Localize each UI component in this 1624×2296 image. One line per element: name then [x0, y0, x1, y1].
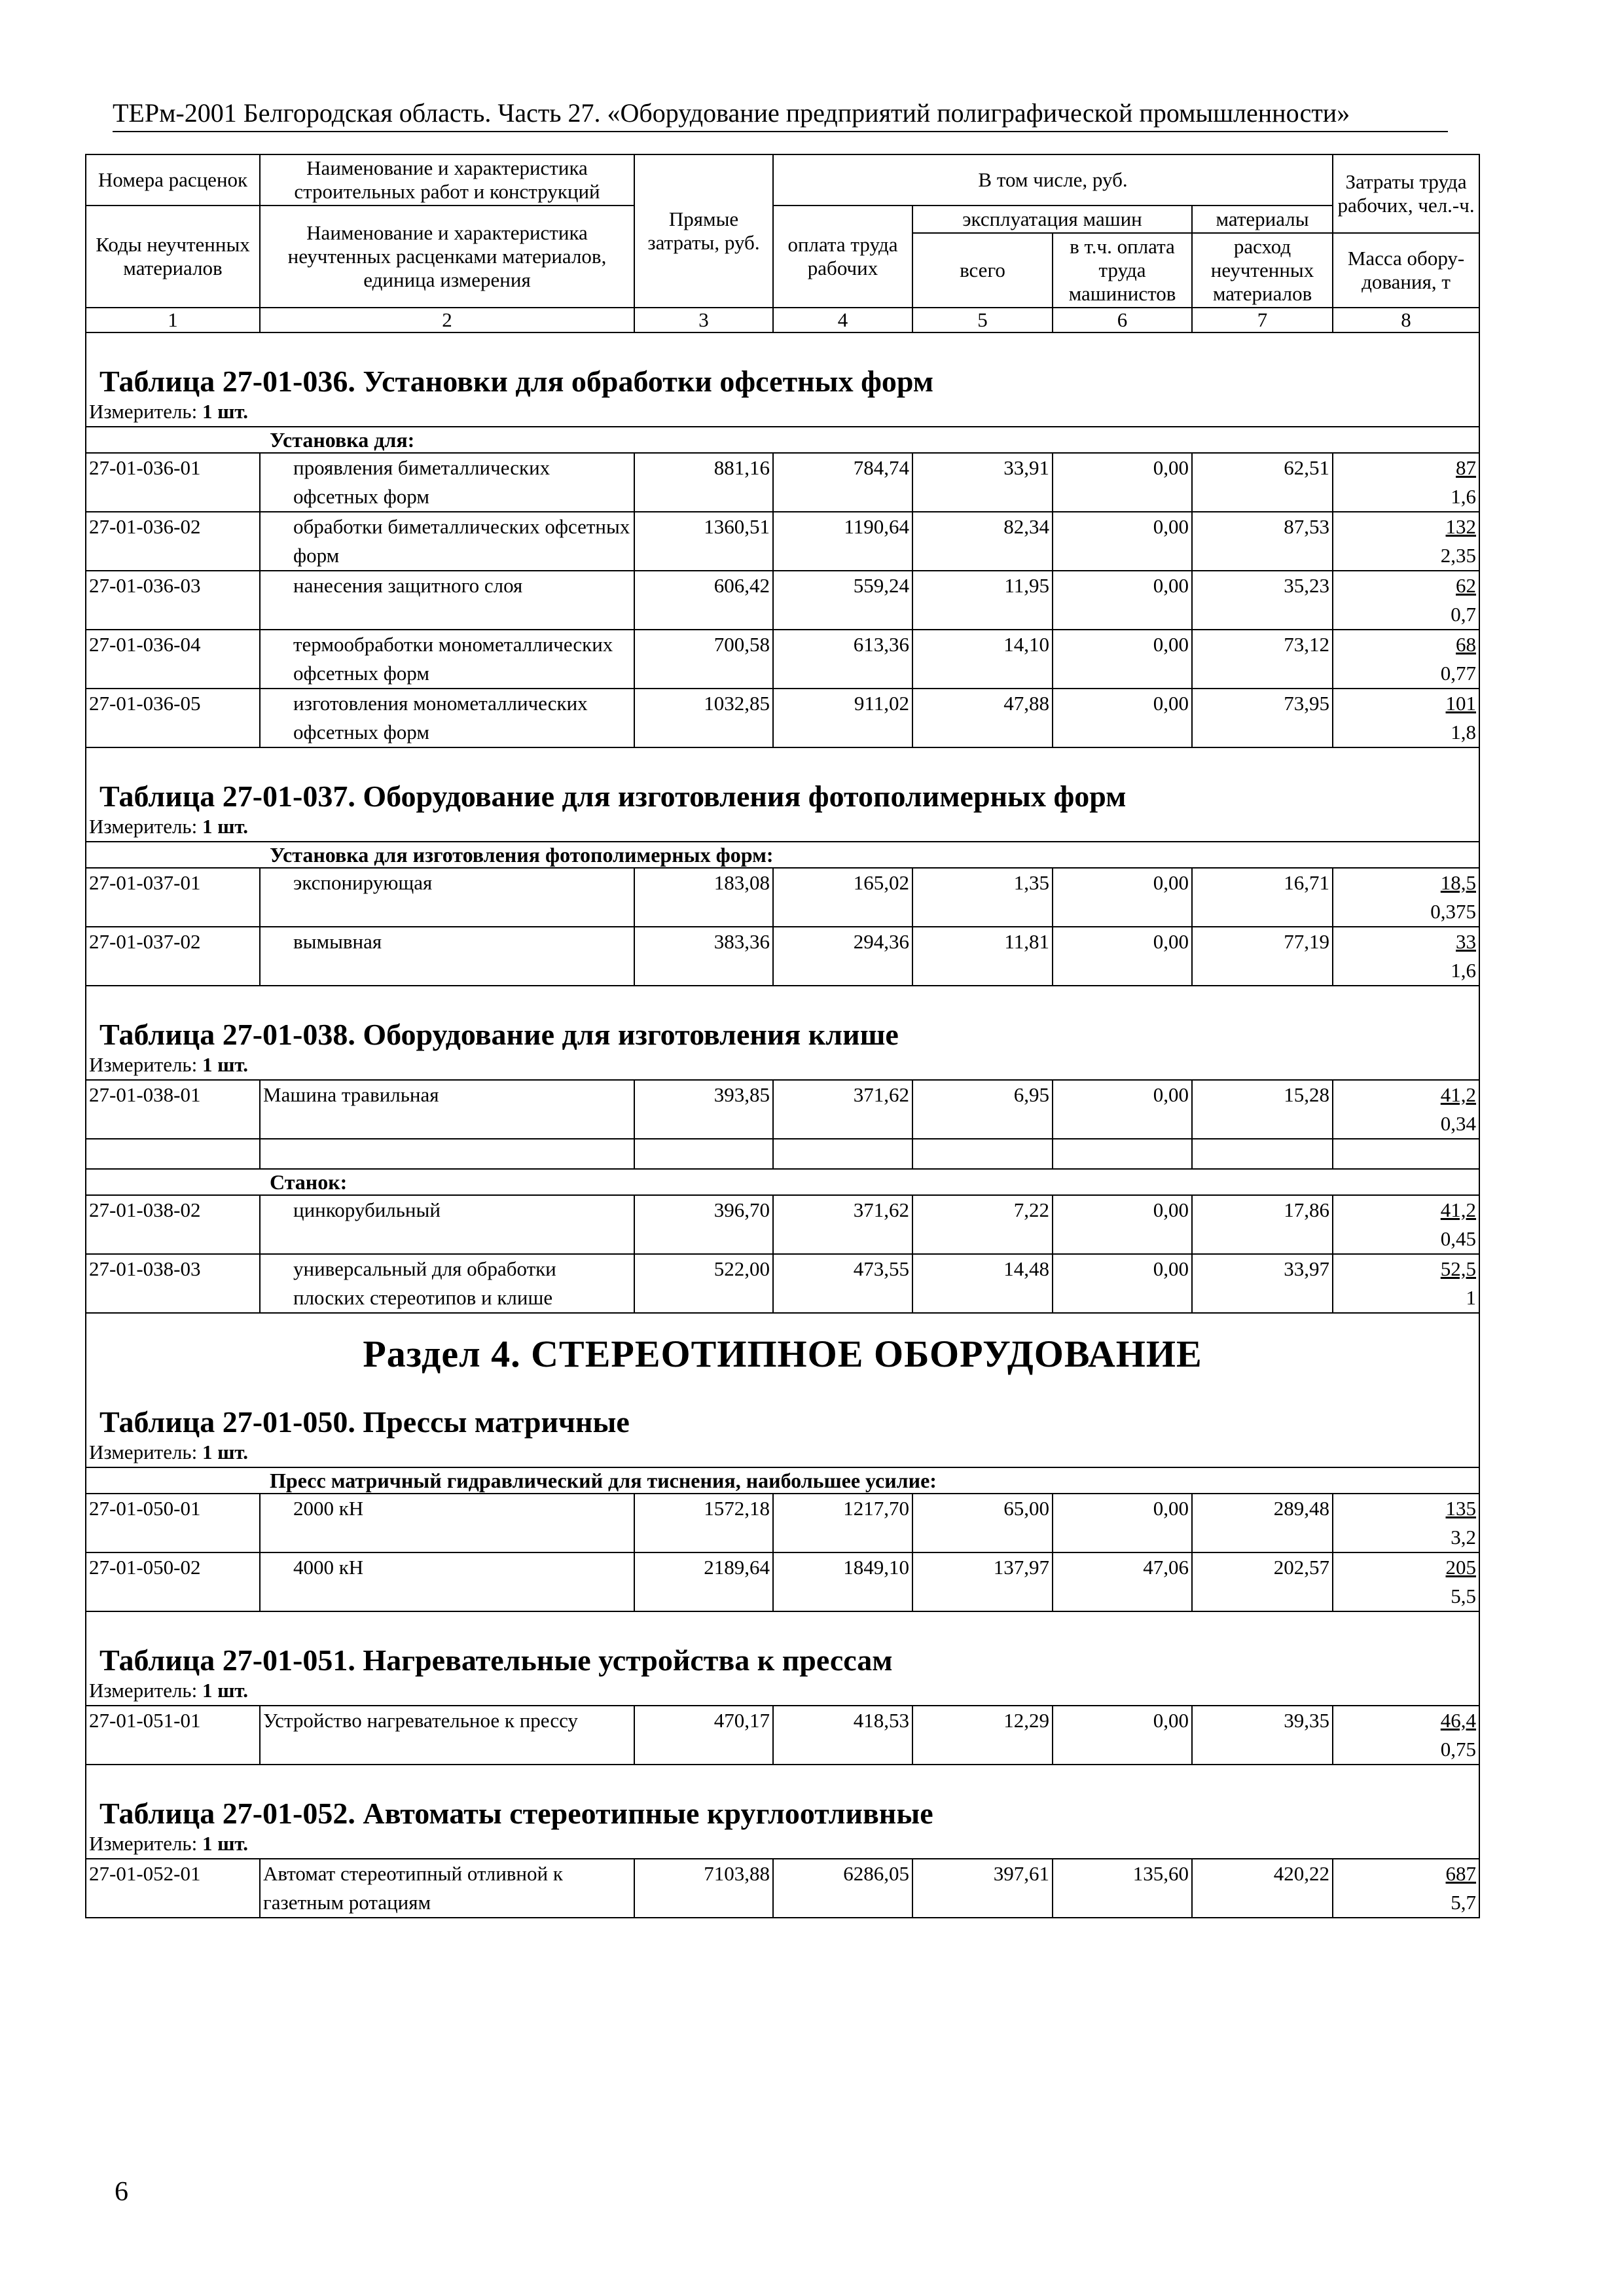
value-c5: 7,22 [912, 1195, 1053, 1254]
header-rule [113, 131, 1448, 132]
value-c7: 16,71 [1192, 868, 1333, 927]
rate-name: изготовления монометаллических офсетных форм [260, 689, 634, 747]
measure [89, 1829, 1476, 1858]
equipment-mass: 0,75 [1440, 1738, 1477, 1761]
value-c4: 613,36 [773, 630, 912, 689]
table-row [86, 512, 1479, 571]
value-c4: 1217,70 [773, 1494, 912, 1552]
col6-header: в т.ч. оплата труда машинистов [1053, 233, 1192, 308]
value-c3: 383,36 [634, 927, 773, 986]
value-c3: 1360,51 [634, 512, 773, 571]
column-number: 5 [912, 308, 1053, 332]
rate-name: проявления биметаллических офсетных форм [260, 453, 634, 512]
value-c4: 1190,64 [773, 512, 912, 571]
group-label: Станок: [86, 1169, 1479, 1195]
equipment-mass: 2,35 [1440, 544, 1477, 567]
measure-cell [86, 1050, 1479, 1080]
rate-code: 27-01-037-01 [86, 868, 260, 927]
labor-cost [1336, 1196, 1476, 1225]
labor-mass-cell [1333, 1494, 1479, 1552]
value-c5: 82,34 [912, 512, 1053, 571]
value-c3: 393,85 [634, 1080, 773, 1139]
value-c7: 39,35 [1192, 1706, 1333, 1765]
labor-cost [1336, 454, 1476, 482]
equipment-mass: 0,34 [1440, 1112, 1477, 1135]
value-c6: 0,00 [1053, 453, 1192, 512]
measure-row [86, 1050, 1479, 1080]
value-c4: 371,62 [773, 1080, 912, 1139]
value-c5: 14,10 [912, 630, 1053, 689]
measure [89, 1676, 1476, 1705]
value-c7: 202,57 [1192, 1552, 1333, 1611]
rate-code: 27-01-036-02 [86, 512, 260, 571]
measure-cell [86, 812, 1479, 842]
measure-label: Измеритель: [89, 1053, 198, 1076]
table-title: Таблица 27-01-036. Установки для обработки офсетных форм [86, 332, 1479, 397]
labor-value: 18,5 [1440, 871, 1477, 894]
group-label: Установка для: [86, 427, 1479, 453]
equipment-mass: 0,7 [1451, 603, 1477, 626]
page-header: ТЕРм-2001 Белгородская область. Часть 27. «Оборудование предприятий полиграфической промышленности» [113, 98, 1350, 128]
labor-value: 87 [1456, 456, 1477, 479]
rate-name: 4000 кН [260, 1552, 634, 1611]
value-c6: 0,00 [1053, 689, 1192, 747]
spacer-cell [260, 1139, 634, 1169]
labor-cost [1336, 869, 1476, 897]
spacer-cell [773, 1139, 912, 1169]
measure-value: 1 шт. [202, 1441, 249, 1463]
rate-code: 27-01-036-01 [86, 453, 260, 512]
measure-label: Измеритель: [89, 1679, 198, 1702]
group-label-row [86, 1467, 1479, 1494]
measure [89, 1050, 1476, 1079]
mat-header: материалы [1192, 206, 1333, 233]
labor-value: 132 [1445, 515, 1477, 538]
labor-cost [1336, 689, 1476, 718]
equipment-mass: 1,6 [1451, 959, 1477, 982]
group-label: Пресс матричный гидравлический для тиснения, наибольшее усилие: [86, 1467, 1479, 1494]
col2-header-bottom: Наименование и характеристика неучтенных расценками материалов, единица измерения [260, 206, 634, 308]
equipment-mass: 3,2 [1451, 1526, 1477, 1549]
labor-mass-cell [1333, 512, 1479, 571]
table-row [86, 868, 1479, 927]
value-c4: 1849,10 [773, 1552, 912, 1611]
value-c4: 784,74 [773, 453, 912, 512]
labor-mass-cell [1333, 1552, 1479, 1611]
col8-header-bottom: Масса обору-дования, т [1333, 233, 1479, 308]
group-label-row [86, 427, 1479, 453]
table-title: Таблица 27-01-038. Оборудование для изготовления клише [86, 986, 1479, 1050]
measure-cell [86, 1829, 1479, 1859]
table-title-row [86, 1374, 1479, 1438]
col1-header-bottom: Коды неучтенных материалов [86, 206, 260, 308]
value-c5: 12,29 [912, 1706, 1053, 1765]
labor-cost [1336, 630, 1476, 659]
value-c7: 289,48 [1192, 1494, 1333, 1552]
table-row [86, 689, 1479, 747]
table-title-row [86, 332, 1479, 397]
labor-value: 205 [1445, 1556, 1477, 1579]
labor-value: 68 [1456, 633, 1477, 656]
measure-value: 1 шт. [202, 400, 249, 423]
measure [89, 397, 1476, 426]
column-number: 1 [86, 308, 260, 332]
rate-code: 27-01-052-01 [86, 1859, 260, 1918]
value-c7: 62,51 [1192, 453, 1333, 512]
table-title: Таблица 27-01-051. Нагревательные устройства к прессам [86, 1611, 1479, 1676]
value-c3: 1572,18 [634, 1494, 773, 1552]
section-title: Раздел 4. СТЕРЕОТИПНОЕ ОБОРУДОВАНИЕ [86, 1313, 1479, 1374]
value-c3: 2189,64 [634, 1552, 773, 1611]
measure [89, 1438, 1476, 1467]
measure-value: 1 шт. [202, 1832, 249, 1855]
measure-cell [86, 1676, 1479, 1706]
labor-mass-cell [1333, 1254, 1479, 1313]
column-number: 4 [773, 308, 912, 332]
value-c6: 0,00 [1053, 571, 1192, 630]
rate-code: 27-01-051-01 [86, 1706, 260, 1765]
labor-cost [1336, 927, 1476, 956]
rate-name: Автомат стереотипный отливной к газетным ротациям [260, 1859, 634, 1918]
value-c5: 11,81 [912, 927, 1053, 986]
measure-label: Измеритель: [89, 815, 198, 838]
value-c7: 17,86 [1192, 1195, 1333, 1254]
table-row [86, 1706, 1479, 1765]
equipment-mass: 1,8 [1451, 721, 1477, 744]
measure-value: 1 шт. [202, 815, 249, 838]
labor-cost [1336, 1494, 1476, 1523]
value-c3: 700,58 [634, 630, 773, 689]
value-c6: 0,00 [1053, 927, 1192, 986]
labor-mass-cell [1333, 689, 1479, 747]
value-c5: 65,00 [912, 1494, 1053, 1552]
column-number: 8 [1333, 308, 1479, 332]
table-row [86, 1494, 1479, 1552]
value-c6: 0,00 [1053, 1195, 1192, 1254]
rate-name: обработки биметаллических офсетных форм [260, 512, 634, 571]
column-number: 6 [1053, 308, 1192, 332]
rate-code: 27-01-036-05 [86, 689, 260, 747]
labor-value: 687 [1445, 1862, 1477, 1885]
rates-table [85, 154, 1480, 1918]
value-c5: 14,48 [912, 1254, 1053, 1313]
rate-name: Машина травильная [260, 1080, 634, 1139]
rate-name: экспонирующая [260, 868, 634, 927]
value-c7: 35,23 [1192, 571, 1333, 630]
value-c7: 77,19 [1192, 927, 1333, 986]
rate-name: термообработки монометаллических офсетных форм [260, 630, 634, 689]
measure-row [86, 1829, 1479, 1859]
col4-header: оплата труда рабочих [773, 206, 912, 308]
spacer-cell [86, 1139, 260, 1169]
value-c4: 371,62 [773, 1195, 912, 1254]
rate-code: 27-01-038-02 [86, 1195, 260, 1254]
value-c4: 473,55 [773, 1254, 912, 1313]
value-c6: 0,00 [1053, 630, 1192, 689]
group-label-row [86, 1169, 1479, 1195]
value-c4: 165,02 [773, 868, 912, 927]
col7-header: расход неучтенных материалов [1192, 233, 1333, 308]
value-c3: 470,17 [634, 1706, 773, 1765]
labor-cost [1336, 1081, 1476, 1109]
rate-name: вымывная [260, 927, 634, 986]
table-row [86, 1552, 1479, 1611]
rate-code: 27-01-050-02 [86, 1552, 260, 1611]
value-c7: 73,95 [1192, 689, 1333, 747]
value-c7: 33,97 [1192, 1254, 1333, 1313]
rate-name: Устройство нагревательное к прессу [260, 1706, 634, 1765]
labor-value: 135 [1445, 1497, 1477, 1520]
value-c6: 0,00 [1053, 1080, 1192, 1139]
table-title-row [86, 1765, 1479, 1829]
incl-header: В том числе, руб. [773, 154, 1333, 206]
measure-cell [86, 1438, 1479, 1467]
value-c4: 294,36 [773, 927, 912, 986]
col3-header: Прямые затраты, руб. [634, 154, 773, 308]
value-c6: 0,00 [1053, 1494, 1192, 1552]
measure-value: 1 шт. [202, 1053, 249, 1076]
labor-mass-cell [1333, 1859, 1479, 1918]
equipment-mass: 0,375 [1430, 900, 1477, 923]
equipment-mass: 1 [1466, 1286, 1477, 1309]
value-c3: 183,08 [634, 868, 773, 927]
spacer-cell [1053, 1139, 1192, 1169]
rate-name: универсальный для обработки плоских стереотипов и клише [260, 1254, 634, 1313]
labor-value: 41,2 [1440, 1083, 1477, 1106]
col8-header-top: Затраты труда рабочих, чел.-ч. [1333, 154, 1479, 233]
measure-label: Измеритель: [89, 1832, 198, 1855]
value-c5: 1,35 [912, 868, 1053, 927]
col1-header-top: Номера расценок [86, 154, 260, 206]
rate-code: 27-01-037-02 [86, 927, 260, 986]
value-c3: 606,42 [634, 571, 773, 630]
measure-row [86, 1676, 1479, 1706]
value-c7: 73,12 [1192, 630, 1333, 689]
spacer-cell [912, 1139, 1053, 1169]
equipment-mass: 5,7 [1451, 1891, 1477, 1914]
labor-value: 52,5 [1440, 1257, 1477, 1280]
value-c5: 6,95 [912, 1080, 1053, 1139]
labor-mass-cell [1333, 1195, 1479, 1254]
labor-cost [1336, 512, 1476, 541]
value-c7: 420,22 [1192, 1859, 1333, 1918]
measure-row [86, 397, 1479, 427]
measure-label: Измеритель: [89, 1441, 198, 1463]
rate-code: 27-01-036-04 [86, 630, 260, 689]
labor-mass-cell [1333, 927, 1479, 986]
table-title: Таблица 27-01-037. Оборудование для изготовления фотополимерных форм [86, 747, 1479, 812]
section-title-row [86, 1313, 1479, 1374]
value-c3: 7103,88 [634, 1859, 773, 1918]
measure-row [86, 812, 1479, 842]
exp-header: эксплуатация машин [912, 206, 1192, 233]
column-number: 7 [1192, 308, 1333, 332]
labor-mass-cell [1333, 1080, 1479, 1139]
labor-mass-cell [1333, 630, 1479, 689]
labor-cost [1336, 571, 1476, 600]
labor-cost [1336, 1553, 1476, 1582]
value-c5: 47,88 [912, 689, 1053, 747]
labor-value: 33 [1456, 930, 1477, 953]
rate-code: 27-01-038-01 [86, 1080, 260, 1139]
rate-code: 27-01-036-03 [86, 571, 260, 630]
measure-row [86, 1438, 1479, 1467]
value-c6: 0,00 [1053, 512, 1192, 571]
labor-cost [1336, 1859, 1476, 1888]
labor-cost [1336, 1706, 1476, 1735]
value-c4: 911,02 [773, 689, 912, 747]
table-title-row [86, 747, 1479, 812]
equipment-mass: 1,6 [1451, 485, 1477, 508]
labor-mass-cell [1333, 571, 1479, 630]
labor-cost [1336, 1255, 1476, 1283]
page-number: 6 [115, 2177, 128, 2207]
table-row [86, 1254, 1479, 1313]
spacer-cell [634, 1139, 773, 1169]
table-row [86, 571, 1479, 630]
spacer-cell [1333, 1139, 1479, 1169]
table-title: Таблица 27-01-050. Прессы матричные [86, 1374, 1479, 1438]
value-c3: 522,00 [634, 1254, 773, 1313]
value-c3: 396,70 [634, 1195, 773, 1254]
col2-header-top: Наименование и характеристика строительных работ и конструкций [260, 154, 634, 206]
col5-header: всего [912, 233, 1053, 308]
table-row [86, 453, 1479, 512]
spacer-row [86, 1139, 1479, 1169]
column-number: 2 [260, 308, 634, 332]
measure-cell [86, 397, 1479, 427]
value-c4: 559,24 [773, 571, 912, 630]
table-row [86, 1080, 1479, 1139]
value-c6: 135,60 [1053, 1859, 1192, 1918]
table-row [86, 630, 1479, 689]
equipment-mass: 5,5 [1451, 1585, 1477, 1607]
group-label: Установка для изготовления фотополимерных форм: [86, 842, 1479, 868]
rate-name: 2000 кН [260, 1494, 634, 1552]
measure-value: 1 шт. [202, 1679, 249, 1702]
rate-name: нанесения защитного слоя [260, 571, 634, 630]
labor-mass-cell [1333, 1706, 1479, 1765]
spacer-cell [1192, 1139, 1333, 1169]
value-c5: 33,91 [912, 453, 1053, 512]
labor-value: 101 [1445, 692, 1477, 715]
table-row [86, 1859, 1479, 1918]
labor-value: 62 [1456, 574, 1477, 597]
labor-mass-cell [1333, 868, 1479, 927]
value-c3: 1032,85 [634, 689, 773, 747]
value-c4: 418,53 [773, 1706, 912, 1765]
table-row [86, 1195, 1479, 1254]
labor-mass-cell [1333, 453, 1479, 512]
value-c6: 0,00 [1053, 868, 1192, 927]
table-row [86, 927, 1479, 986]
value-c4: 6286,05 [773, 1859, 912, 1918]
table-title: Таблица 27-01-052. Автоматы стереотипные круглоотливные [86, 1765, 1479, 1829]
measure [89, 812, 1476, 841]
measure-label: Измеритель: [89, 400, 198, 423]
value-c6: 0,00 [1053, 1254, 1192, 1313]
value-c7: 87,53 [1192, 512, 1333, 571]
table-title-row [86, 986, 1479, 1050]
value-c6: 0,00 [1053, 1706, 1192, 1765]
labor-value: 46,4 [1440, 1709, 1477, 1732]
value-c7: 15,28 [1192, 1080, 1333, 1139]
value-c5: 11,95 [912, 571, 1053, 630]
table-title-row [86, 1611, 1479, 1676]
rate-name: цинкорубильный [260, 1195, 634, 1254]
rate-code: 27-01-050-01 [86, 1494, 260, 1552]
value-c3: 881,16 [634, 453, 773, 512]
column-number: 3 [634, 308, 773, 332]
rate-code: 27-01-038-03 [86, 1254, 260, 1313]
value-c6: 47,06 [1053, 1552, 1192, 1611]
labor-value: 41,2 [1440, 1198, 1477, 1221]
equipment-mass: 0,45 [1440, 1227, 1477, 1250]
value-c5: 137,97 [912, 1552, 1053, 1611]
equipment-mass: 0,77 [1440, 662, 1477, 685]
group-label-row [86, 842, 1479, 868]
value-c5: 397,61 [912, 1859, 1053, 1918]
